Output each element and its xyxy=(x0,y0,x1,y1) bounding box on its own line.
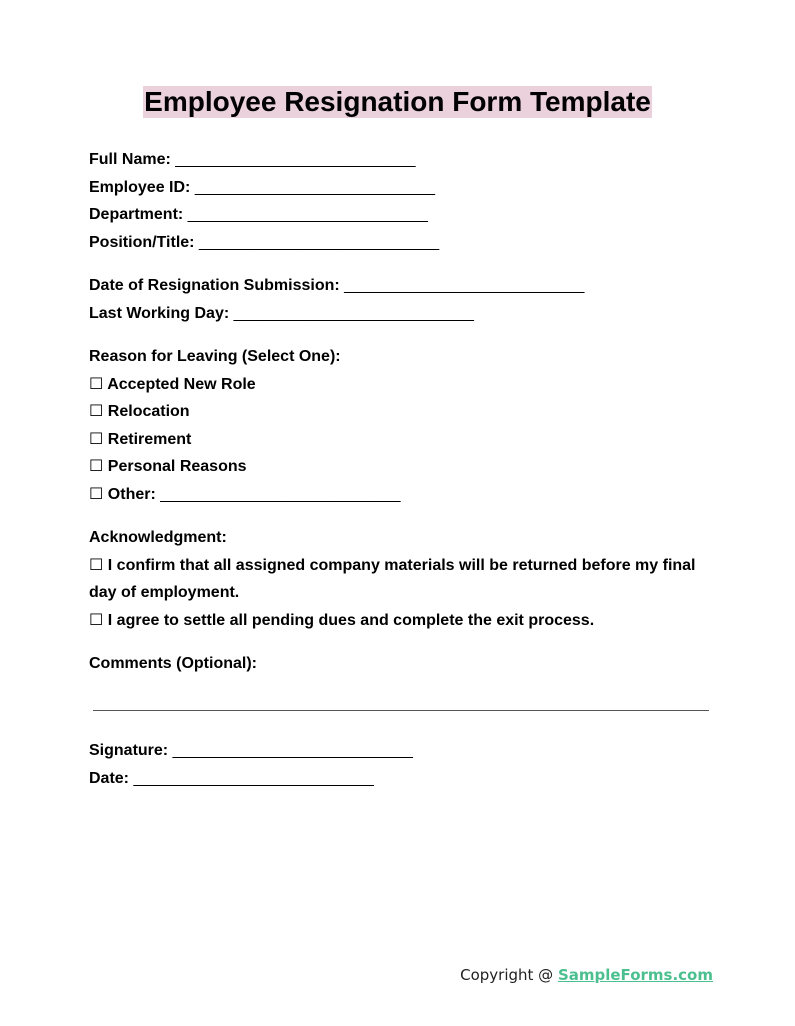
department-blank[interactable]: ___________________________ xyxy=(187,206,428,223)
date-field[interactable] xyxy=(89,765,413,793)
copyright-text: Copyright @ xyxy=(460,966,558,984)
submission-date-field[interactable] xyxy=(89,272,711,300)
last-day-blank[interactable]: ___________________________ xyxy=(233,304,474,322)
reason-option-relocation[interactable]: ☐ Relocation xyxy=(89,403,190,420)
full-name-label: Full Name: xyxy=(89,151,171,168)
reason-option-other[interactable] xyxy=(89,481,711,509)
ack-dues-checkbox[interactable]: ☐ I agree to settle all pending dues and complete the exit process. xyxy=(89,611,595,629)
position-field[interactable] xyxy=(89,229,711,257)
last-day-label: Last Working Day: xyxy=(89,304,230,322)
submission-date-blank[interactable]: ___________________________ xyxy=(344,277,585,294)
comments-heading: Comments (Optional): xyxy=(89,655,257,672)
sampleforms-link[interactable]: SampleForms.com xyxy=(557,966,713,984)
other-label: ☐ Other: xyxy=(89,485,156,503)
position-blank[interactable]: ___________________________ xyxy=(198,233,440,251)
copyright-footer xyxy=(460,966,713,984)
ack-materials-checkbox[interactable]: ☐ I confirm that all assigned company materials will be returned before my final day of employment. xyxy=(89,556,696,601)
full-name-blank[interactable]: ___________________________ xyxy=(175,151,416,168)
date-label: Date: xyxy=(89,769,130,787)
reason-option-retirement[interactable]: ☐ Retirement xyxy=(89,430,192,448)
reason-option-new-role[interactable]: ☐ Accepted New Role xyxy=(89,375,256,393)
page-title: Employee Resignation Form Template xyxy=(144,86,651,117)
signature-blank[interactable]: ___________________________ xyxy=(172,742,413,759)
department-field[interactable] xyxy=(89,201,711,229)
other-blank[interactable]: ___________________________ xyxy=(160,485,401,503)
signature-field[interactable] xyxy=(89,737,413,765)
acknowledgment-heading: Acknowledgment: xyxy=(89,529,227,546)
reason-heading: Reason for Leaving (Select One): xyxy=(89,348,341,365)
last-day-field[interactable] xyxy=(89,300,711,328)
department-label: Department: xyxy=(89,206,184,223)
reason-option-personal[interactable]: ☐ Personal Reasons xyxy=(89,458,247,475)
date-blank[interactable]: ___________________________ xyxy=(133,769,374,787)
signature-section xyxy=(89,737,413,792)
submission-date-label: Date of Resignation Submission: xyxy=(89,277,340,294)
comments-line[interactable] xyxy=(93,710,709,711)
title-container xyxy=(0,86,795,118)
employee-id-label: Employee ID: xyxy=(89,178,191,196)
signature-label: Signature: xyxy=(89,742,169,759)
full-name-field[interactable] xyxy=(89,146,711,174)
form-body xyxy=(89,146,711,678)
employee-id-field[interactable] xyxy=(89,174,711,202)
position-label: Position/Title: xyxy=(89,233,195,251)
employee-id-blank[interactable]: ___________________________ xyxy=(194,178,436,196)
